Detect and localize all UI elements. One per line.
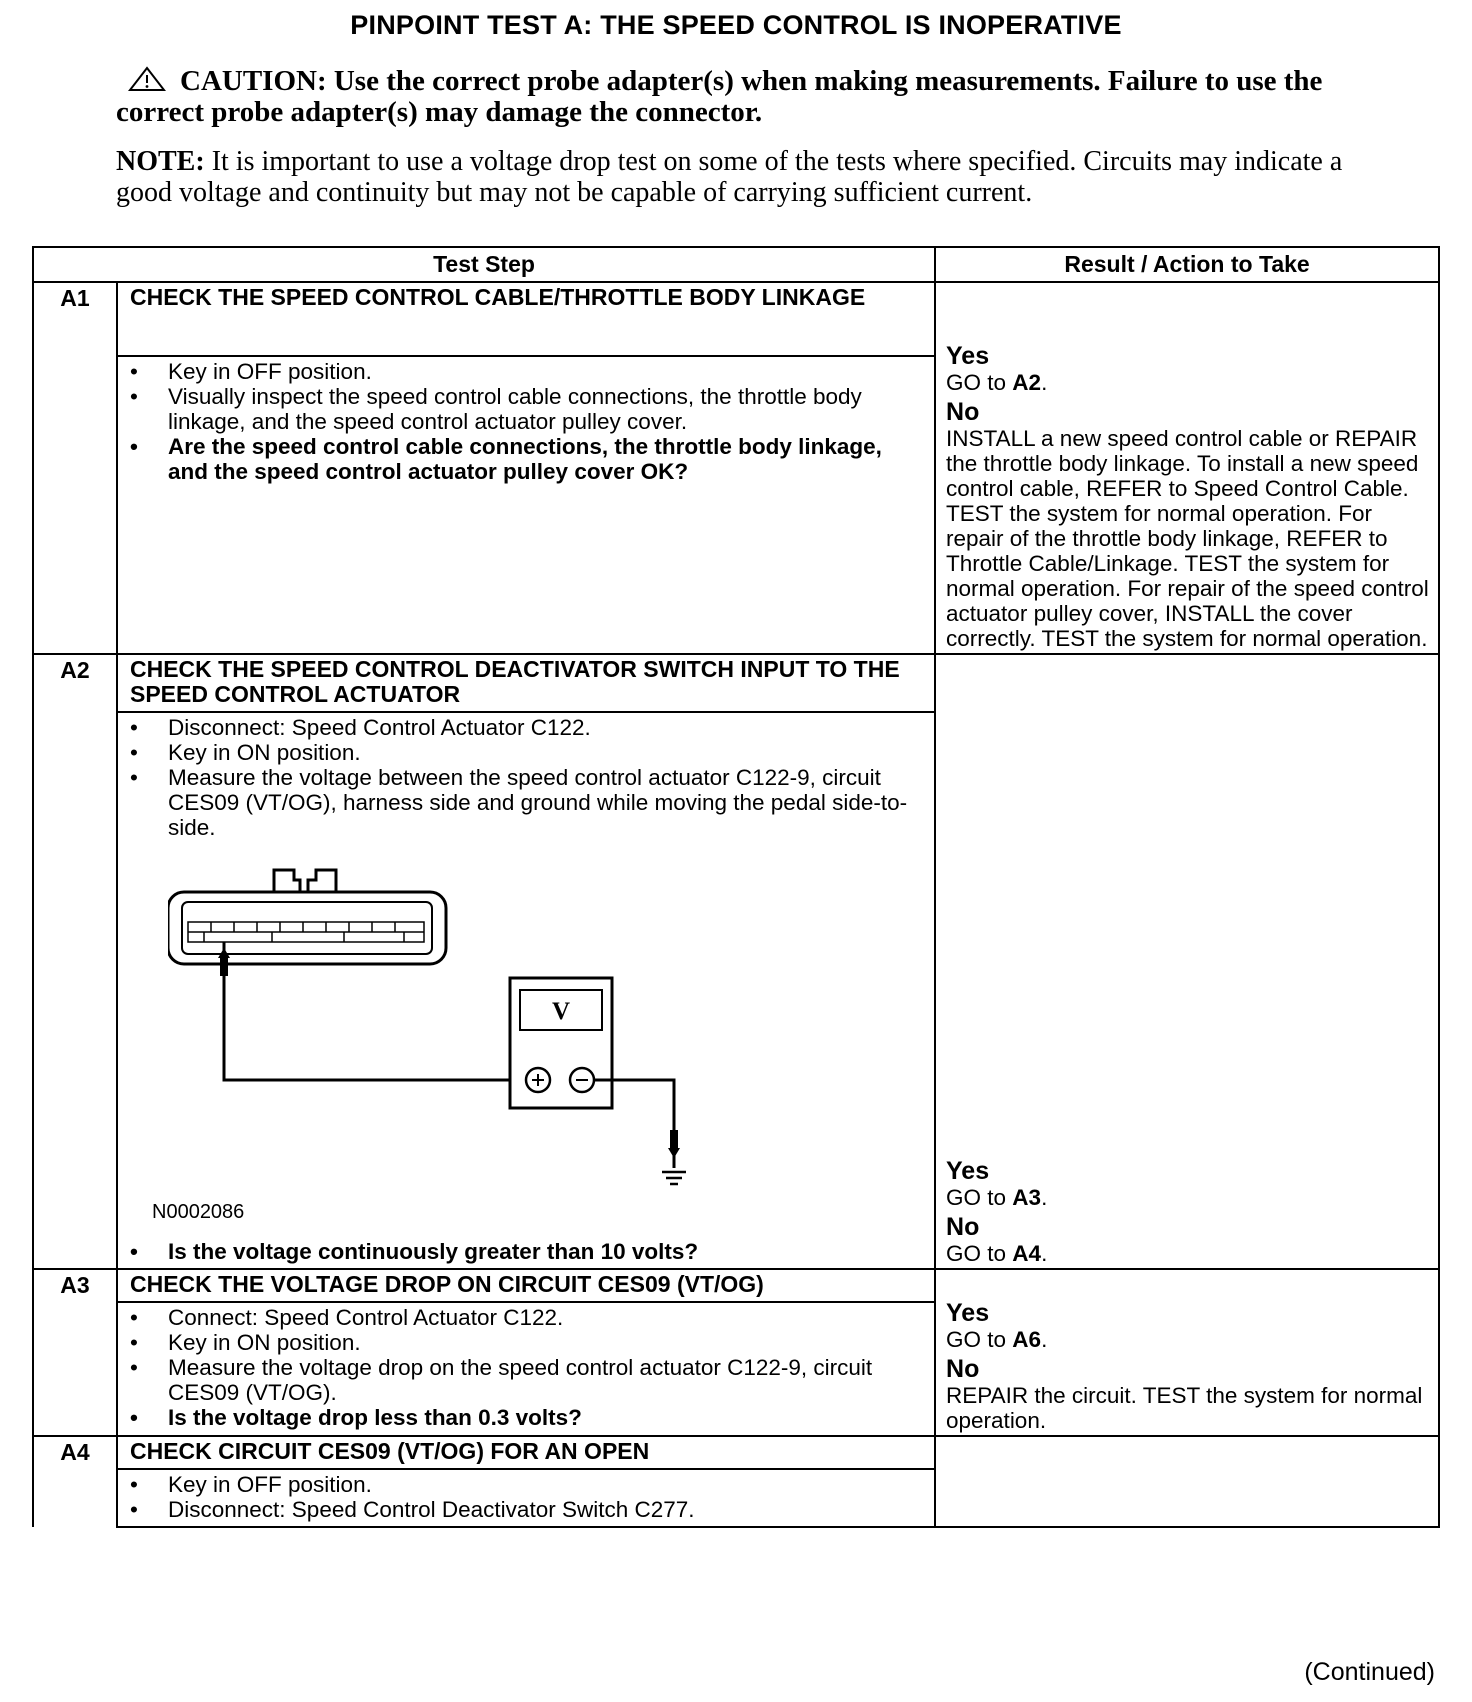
list-item: • Key in ON position. (130, 1330, 924, 1355)
step-question: • Are the speed control cable connections, the throttle body linkage, and the speed control actuator pulley cover OK? (130, 434, 924, 484)
no-action: REPAIR the circuit. TEST the system for normal operation. (946, 1383, 1423, 1433)
step-id: A2 (33, 654, 117, 1269)
step-id: A3 (33, 1269, 117, 1436)
step-id: A1 (33, 282, 117, 654)
list-item: • Key in OFF position. (130, 1472, 924, 1497)
result-cell (935, 654, 1439, 1269)
step-heading: CHECK THE SPEED CONTROL CABLE/THROTTLE BODY LINKAGE (117, 282, 935, 356)
step-heading: CHECK CIRCUIT CES09 (VT/OG) FOR AN OPEN (117, 1436, 935, 1469)
list-item: • Disconnect: Speed Control Deactivator Switch C277. (130, 1497, 924, 1522)
yes-label: Yes (946, 1157, 990, 1185)
step-question: • Is the voltage drop less than 0.3 volts? (130, 1405, 924, 1430)
page-title: PINPOINT TEST A: THE SPEED CONTROL IS INOPERATIVE (350, 10, 1122, 40)
caution-block (116, 66, 1356, 128)
connector-c122 (168, 870, 446, 964)
list-item: • Disconnect: Speed Control Actuator C122. (130, 715, 924, 740)
voltmeter-icon (510, 978, 612, 1108)
no-action: INSTALL a new speed control cable or REPAIR the throttle body linkage. To install a new speed control cable, REFER to Speed Control Cable. TEST the system for normal operation. For repair of the throttle body linkage, REFER to Throttle Cable/Linkage. TEST the system for normal operation. For repair of the speed control actuator pulley cover, INSTALL the cover correctly. TEST the system for normal operation. (946, 426, 1429, 651)
warning-triangle-icon (128, 66, 166, 92)
step-a2-heading-row (33, 654, 1439, 712)
list-item: • Visually inspect the speed control cable connections, the throttle body linkage, and the speed control actuator pulley cover. (130, 384, 924, 434)
step-a3-heading-row (33, 1269, 1439, 1302)
list-item: • Measure the voltage drop on the speed control actuator C122-9, circuit CES09 (VT/OG). (130, 1355, 924, 1405)
step-body (117, 356, 935, 654)
list-item: • Measure the voltage between the speed control actuator C122-9, circuit CES09 (VT/OG), harness side and ground while moving the pedal side-to-side. (130, 765, 924, 840)
step-question: • Is the voltage continuously greater than 10 volts? (130, 1239, 924, 1264)
yes-action: GO to A3. (946, 1185, 1048, 1210)
step-body (117, 1469, 935, 1527)
step-id: A4 (33, 1436, 117, 1527)
ground-symbol-icon (662, 1172, 686, 1184)
figure-id: N0002086 (152, 1201, 245, 1223)
no-label: No (946, 1213, 980, 1241)
step-body (117, 712, 935, 1269)
list-item: • Key in OFF position. (130, 359, 924, 384)
note-text: It is important to use a voltage drop test on some of the tests where specified. Circuits may indicate a good voltage and continuity but may not be capable of carrying sufficient current. (116, 146, 1343, 208)
yes-action: GO to A2. (946, 370, 1048, 395)
continued-label: (Continued) (1304, 1658, 1435, 1686)
voltmeter-diagram (168, 866, 788, 1196)
no-action: GO to A4. (946, 1241, 1048, 1266)
no-label: No (946, 398, 980, 426)
yes-label: Yes (946, 342, 990, 370)
list-item: • Connect: Speed Control Actuator C122. (130, 1305, 924, 1330)
header-result-action: Result / Action to Take (935, 247, 1439, 282)
result-cell (935, 1269, 1439, 1436)
table-header-row (33, 247, 1439, 282)
caution-text: CAUTION: Use the correct probe adapter(s) when making measurements. Failure to use the correct probe adapter(s) may damage the connector. (116, 65, 1323, 128)
no-label: No (946, 1355, 980, 1383)
pinpoint-test-table (32, 246, 1440, 1528)
yes-action: GO to A6. (946, 1327, 1048, 1352)
note-block (116, 146, 1356, 208)
step-heading: CHECK THE VOLTAGE DROP ON CIRCUIT CES09 (VT/OG) (117, 1269, 935, 1302)
list-item: • Key in ON position. (130, 740, 924, 765)
step-body (117, 1302, 935, 1436)
meter-symbol: V (551, 998, 571, 1025)
yes-label: Yes (946, 1299, 990, 1327)
note-label: NOTE: (116, 146, 205, 177)
result-cell (935, 282, 1439, 654)
header-test-step: Test Step (33, 247, 935, 282)
step-a1-heading-row (33, 282, 1439, 356)
result-cell (935, 1436, 1439, 1527)
step-heading: CHECK THE SPEED CONTROL DEACTIVATOR SWITCH INPUT TO THE SPEED CONTROL ACTUATOR (117, 654, 935, 712)
step-a4-heading-row (33, 1436, 1439, 1469)
